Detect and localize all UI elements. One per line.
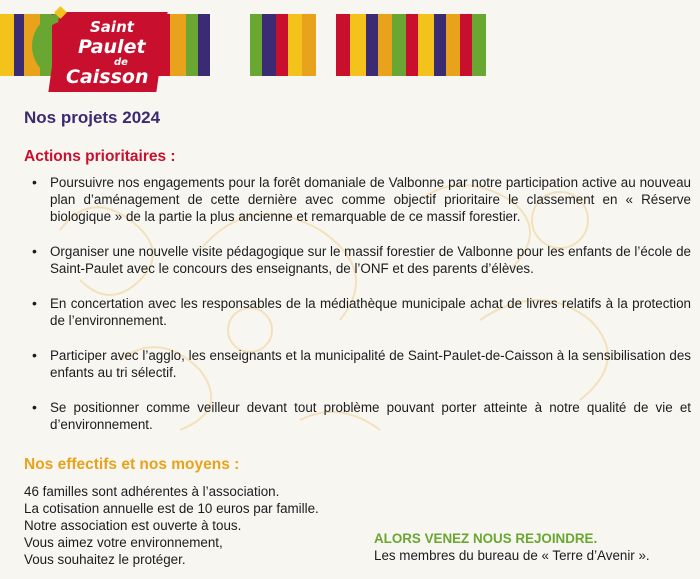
- effectifs-text: [24, 483, 384, 568]
- join-block: [374, 530, 694, 564]
- effectifs-line: La cotisation annuelle est de 10 euros par famille.: [24, 501, 319, 516]
- stripe-band-right: [336, 14, 486, 76]
- action-item: • Se positionner comme veilleur devant tout problème pouvant porter atteinte à notre qualité de vie et d’environnement.: [24, 399, 691, 433]
- saint-paulet-logo: [22, 6, 157, 88]
- effectifs-line: Vous souhaitez le protéger.: [24, 552, 186, 567]
- logo-line-2: Paulet: [78, 36, 146, 58]
- effectifs-heading: Nos effectifs et nos moyens :: [24, 456, 240, 473]
- action-item: • Organiser une nouvelle visite pédagogique sur le massif forestier de Valbonne pour les enfants de l’école de Saint-Paulet avec le concours des enseignants, de l’ONF et des parents d’élèves.: [24, 243, 691, 277]
- actions-list: [24, 174, 691, 433]
- effectifs-line: Vous aimez votre environnement,: [24, 535, 223, 550]
- effectifs-line: 46 familles sont adhérentes à l’association.: [24, 484, 280, 499]
- bureau-signature: Les membres du bureau de « Terre d’Avenir ».: [374, 548, 650, 563]
- action-item: • Participer avec l’agglo, les enseignants et la municipalité de Saint-Paulet-de-Caisson à la sensibilisation des enfants au tri sélectif.: [24, 347, 691, 381]
- actions-heading: Actions prioritaires :: [24, 148, 176, 165]
- logo-line-3: de: [114, 57, 128, 68]
- logo-line-1: Saint: [90, 18, 134, 36]
- action-item: • Poursuivre nos engagements pour la forêt domaniale de Valbonne par notre participation active au nouveau plan d’aménagement de cette dernière avec comme objectif prioritaire le classement en « Réserve biologique » de la partie la plus ancienne et remarquable de ce massif forestier.: [24, 174, 691, 225]
- page-title: Nos projets 2024: [24, 108, 161, 127]
- logo-line-4: Caisson: [66, 66, 149, 88]
- stripe-band-middle: [250, 14, 316, 76]
- join-call-to-action: ALORS VENEZ NOUS REJOINDRE.: [374, 531, 598, 546]
- effectifs-line: Notre association est ouverte à tous.: [24, 518, 242, 533]
- action-item: • En concertation avec les responsables de la médiathèque municipale achat de livres relatifs à la protection de l’environnement.: [24, 295, 691, 329]
